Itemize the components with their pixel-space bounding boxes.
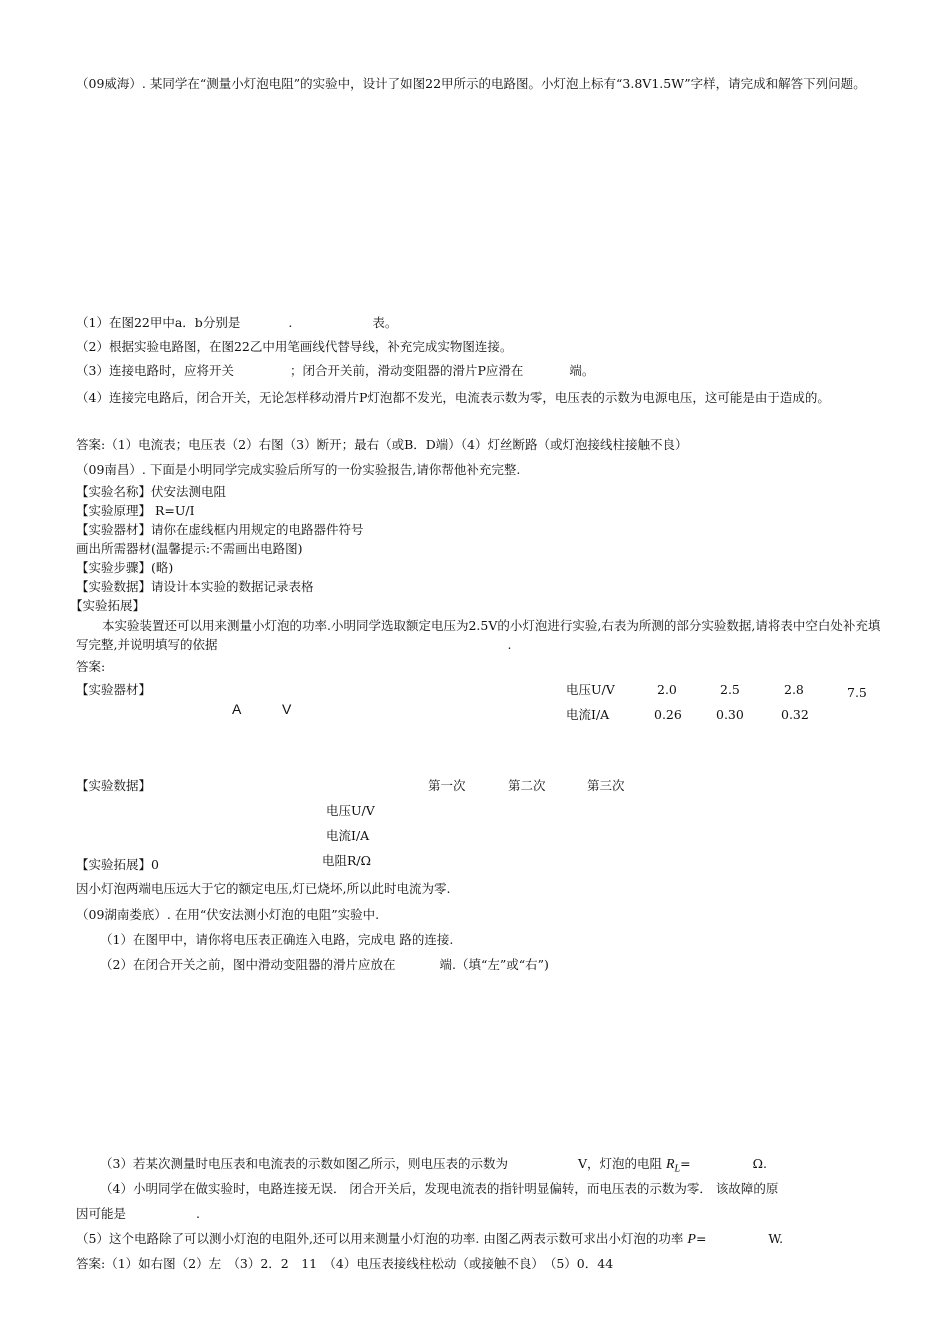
q2-steps: 【实验步骤】(略) (76, 560, 174, 575)
power-table-u-cell: 2.8 (784, 682, 804, 697)
q3-part3-a: （3）若某次测量时电压表和电流表的示数如图乙所示，则电压表的示数为 (100, 1156, 508, 1171)
q3-part2-a: （2）在闭合开关之前，图中滑动变阻器的滑片应放在 (100, 957, 396, 972)
q2-ext-text (76, 616, 882, 654)
data-table-row-label: 电压U/V (326, 803, 375, 818)
q2-intro: （09南昌）. 下面是小明同学完成实验后所写的一份实验报告,请你帮他补充完整. (76, 462, 521, 477)
data-table-header: 第二次 (508, 778, 546, 793)
q3-part5-a: （5）这个电路除了可以测小灯泡的电阻外,还可以用来测量小灯泡的功率. 由图乙两表示数可求出小灯泡的功率 (76, 1231, 684, 1246)
q1-part1 (76, 314, 397, 332)
power-table-i-cell: 0.26 (654, 707, 682, 722)
q1-part2: （2）根据实验电路图，在图22乙中用笔画线代替导线，补充完成实物图连接。 (76, 339, 513, 354)
q1-part1-end: 表。 (372, 315, 398, 330)
power-table-u-cell: 7.5 (847, 685, 867, 700)
q1-part3-c: 端。 (569, 363, 595, 378)
q2-ans-ext: 【实验拓展】0 (76, 857, 159, 872)
q2-answer-label: 答案: (76, 659, 106, 674)
data-table-header: 第三次 (587, 778, 625, 793)
voltmeter-symbol-label: V (282, 701, 292, 717)
q1-part4: （4）连接完电路后，闭合开关，无论怎样移动滑片P灯泡都不发光，电流表示数为零，电压表的示数为电源电压，这可能是由于造成的。 (76, 390, 830, 405)
resistance-subscript: L (674, 1163, 681, 1175)
q2-ans-reason: 因小灯泡两端电压远大于它的额定电压,灯已烧坏,所以此时电流为零. (76, 881, 451, 896)
power-table-i-cell: 0.30 (716, 707, 744, 722)
power-table-u-cell: 2.5 (720, 682, 740, 697)
q3-part5 (76, 1230, 783, 1249)
q2-ext-body: 本实验装置还可以用来测量小灯泡的功率.小明同学选取额定电压为2.5V的小灯泡进行实验,右表为所测的部分实验数据,请将表中空白处补充填写完整,并说明填写的依据 (76, 618, 881, 652)
q2-ext-title: 【实验拓展】 (70, 598, 146, 613)
q2-ans-data: 【实验数据】 (76, 778, 152, 793)
q3-part5-eq: = (695, 1231, 707, 1246)
q3-part3 (100, 1155, 767, 1179)
q3-part3-unit: Ω. (752, 1156, 767, 1171)
q2-principle: 【实验原理】 R=U/I (76, 503, 195, 518)
q1-part1-text: （1）在图22甲中a．b分别是 (76, 315, 241, 330)
q3-part4-c: . (196, 1206, 200, 1221)
power-table-i-label: 电流I/A (566, 707, 610, 722)
resistance-symbol: R (665, 1157, 675, 1172)
q3-answer: 答案:（1）如右图（2）左 （3）2．2 11 （4）电压表接线柱松动（或接触不良） （5）0．44 (76, 1256, 614, 1271)
q1-part1-dot: . (288, 315, 293, 330)
q2-ans-equipment: 【实验器材】 (76, 682, 152, 697)
q3-part1: （1）在图甲中，请你将电压表正确连入电路，完成电 路的连接. (100, 932, 454, 947)
q3-part3-eq: = (680, 1156, 691, 1171)
q2-equipment: 【实验器材】请你在虚线框内用规定的电路器件符号 (76, 522, 364, 537)
q3-part4: （4）小明同学在做实验时，电路连接无误． 闭合开关后，发现电流表的指针明显偏转，而电压表的示数为零． 该故障的原 (100, 1181, 779, 1196)
power-table-i-cell: 0.32 (781, 707, 809, 722)
q2-equipment-2: 画出所需器材(温馨提示:不需画出电路图) (76, 541, 303, 556)
q1-part3-b: ；闭合开关前，滑动变阻器的滑片P应滑在 (289, 363, 524, 378)
q1-part3 (76, 362, 594, 380)
q2-ext-end: . (507, 637, 512, 652)
q3-part4-b: 因可能是 (76, 1206, 127, 1221)
power-table-u-cell: 2.0 (657, 682, 677, 697)
power-symbol: P (687, 1232, 696, 1247)
power-table-u-label: 电压U/V (566, 682, 615, 697)
q1-intro: （09威海）. 某同学在“测量小灯泡电阻”的实验中，设计了如图22甲所示的电路图。小灯泡上标有“3.8V1.5W”字样，请完成和解答下列问题。 (76, 76, 866, 91)
q3-part2 (100, 956, 549, 974)
q3-part4-cont (76, 1205, 200, 1223)
q3-part3-b: V，灯泡的电阻 (577, 1156, 662, 1171)
ammeter-symbol-label: A (232, 701, 242, 717)
q1-part3-a: （3）连接电路时，应将开关 (76, 363, 234, 378)
q3-part5-unit: W. (768, 1231, 784, 1246)
q2-data: 【实验数据】请设计本实验的数据记录表格 (76, 579, 314, 594)
q2-name: 【实验名称】伏安法测电阻 (76, 484, 227, 499)
q3-intro: （09湖南娄底）. 在用“伏安法测小灯泡的电阻”实验中. (76, 907, 380, 922)
q3-part2-b: 端.（填“左”或“右”) (439, 957, 549, 972)
data-table-row-label: 电流I/A (326, 828, 370, 843)
data-table-header: 第一次 (428, 778, 466, 793)
q1-answer: 答案:（1）电流表；电压表（2）右图（3）断开；最右（或B．D端）（4）灯丝断路（或灯泡接线柱接触不良） (76, 437, 688, 452)
data-table-row-label: 电阻R/Ω (322, 853, 371, 868)
